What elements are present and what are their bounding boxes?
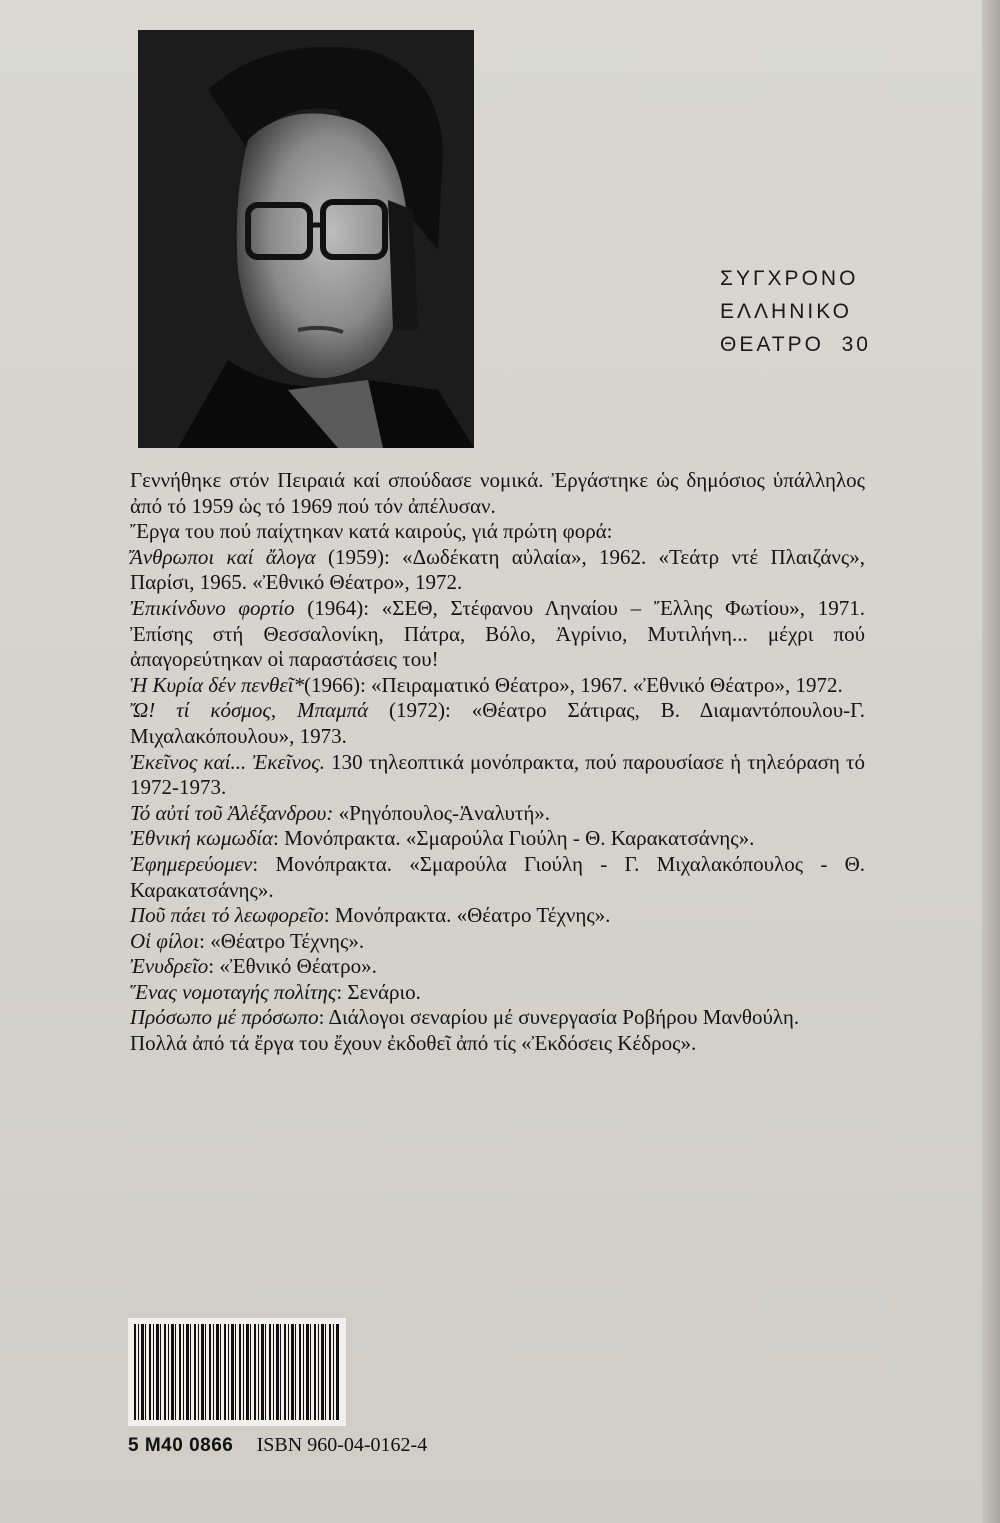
work-title: Ἐθνική κωμωδία xyxy=(130,826,273,851)
work-title: Ἄνθρωποι καί ἄλογα xyxy=(130,544,316,569)
work-entry xyxy=(130,826,865,852)
series-line-1: ΣΥΓΧΡΟΝΟ xyxy=(720,267,859,290)
work-details: (1959): «Δωδέκατη αὐλαία», 1962. «Τεάτρ ντέ Πλαιζάνς», Παρίσι, 1965. «Ἐθνικό Θέατρο», 1972. xyxy=(130,544,865,595)
work-title: Ὤ! τί κόσμος, Μπαμπά xyxy=(130,698,369,723)
work-details: 130 τηλεοπτικά μονόπρακτα, πού παρουσίασε ἡ τηλεόραση τό 1972-1973. xyxy=(130,749,865,800)
author-biography xyxy=(130,468,865,1057)
work-entry xyxy=(130,673,865,699)
work-title: Πρόσωπο μέ πρόσωπο xyxy=(130,1005,319,1030)
work-title: Τό αὐτί τοῦ Ἀλέξανδρου: xyxy=(130,800,334,825)
series-line-2: ΕΛΛΗΝΙΚΟ xyxy=(720,300,852,323)
work-title: Ἐπικίνδυνο φορτίο xyxy=(130,595,295,620)
work-title: Ἐκεῖνος καί... Ἐκεῖνος. xyxy=(130,749,326,774)
work-title: Ἕνας νομοταγής πολίτης xyxy=(130,979,337,1004)
work-title: Ποῦ πάει τό λεωφορεῖο xyxy=(130,903,324,928)
work-entry xyxy=(130,596,865,673)
work-details: : Διάλογοι σεναρίου μέ συνεργασία Ροβήρου Μανθούλη. xyxy=(318,1005,800,1030)
bio-paragraph: Γεννήθηκε στόν Πειραιά καί σπούδασε νομικά. Ἐργάστηκε ὡς δημόσιος ὑπάλληλος ἀπό τό 1959 ὡς τό 1969 πού τόν ἀπέλυσαν. xyxy=(130,468,865,518)
work-entry xyxy=(130,698,865,749)
work-entry xyxy=(130,954,865,980)
work-details: : Μονόπρακτα. «Θέατρο Τέχνης». xyxy=(323,903,611,928)
work-details: : Μονόπρακτα. «Σμαρούλα Γιούλη - Γ. Μιχαλακόπουλος - Θ. Καρακατσάνης». xyxy=(130,851,865,902)
product-code: 5 M40 0866 xyxy=(128,1435,234,1456)
work-entry xyxy=(130,1005,865,1031)
work-entry xyxy=(130,801,865,827)
work-details: (1972): «Θέατρο Σάτιρας, Β. Διαμαντόπουλου-Γ. Μιχαλακόπουλου», 1973. xyxy=(130,698,865,748)
work-entry xyxy=(130,903,865,929)
work-details: : Μονόπρακτα. «Σμαρούλα Γιούλη - Θ. Καρακατσάνης». xyxy=(273,826,755,851)
work-title: Ἐνυδρεῖο xyxy=(130,954,209,979)
work-title: Ἐφημερεύομεν xyxy=(130,851,253,876)
work-details: (1964): «ΣΕΘ, Στέφανου Ληναίου – Ἔλλης Φωτίου», 1971. Ἐπίσης στή Θεσσαλονίκη, Πάτρα, Βόλο, Ἀγρίνιο, Μυτιλήνη... μέχρι πού ἀπαγορεύτηκαν οἱ παραστάσεις του! xyxy=(130,595,865,672)
barcode xyxy=(128,1318,346,1426)
work-details: : Σενάριο. xyxy=(336,979,421,1004)
work-details: : «Θέατρο Τέχνης». xyxy=(199,928,365,953)
work-entry xyxy=(130,980,865,1006)
work-entry xyxy=(130,545,865,596)
author-photo xyxy=(138,30,474,448)
work-entry xyxy=(130,852,865,903)
works-intro: Ἔργα του πού παίχτηκαν κατά καιρούς, γιά πρώτη φορά: xyxy=(130,519,613,544)
work-title: Οἱ φίλοι xyxy=(130,928,200,953)
isbn-number: ISBN 960-04-0162-4 xyxy=(256,1434,428,1456)
series-label xyxy=(720,262,871,361)
work-entry xyxy=(130,750,865,801)
barcode-bars xyxy=(134,1324,340,1420)
work-details: : «Ἐθνικό Θέατρο». xyxy=(208,954,377,979)
series-line-3: ΘΕΑΤΡΟ 30 xyxy=(720,333,871,356)
isbn-line xyxy=(128,1434,427,1457)
cover-edge xyxy=(982,0,1000,1523)
work-title: Ἡ Κυρία δέν πενθεῖ* xyxy=(130,672,304,697)
work-entry xyxy=(130,929,865,955)
work-details: «Ρηγόπουλος-Ἀναλυτή». xyxy=(333,800,551,825)
closing-note: Πολλά ἀπό τά ἔργα του ἔχουν ἐκδοθεῖ ἀπό τίς «Ἐκδόσεις Κέδρος». xyxy=(130,1031,697,1056)
work-details: (1966): «Πειραματικό Θέατρο», 1967. «Ἐθνικό Θέατρο», 1972. xyxy=(303,672,843,697)
